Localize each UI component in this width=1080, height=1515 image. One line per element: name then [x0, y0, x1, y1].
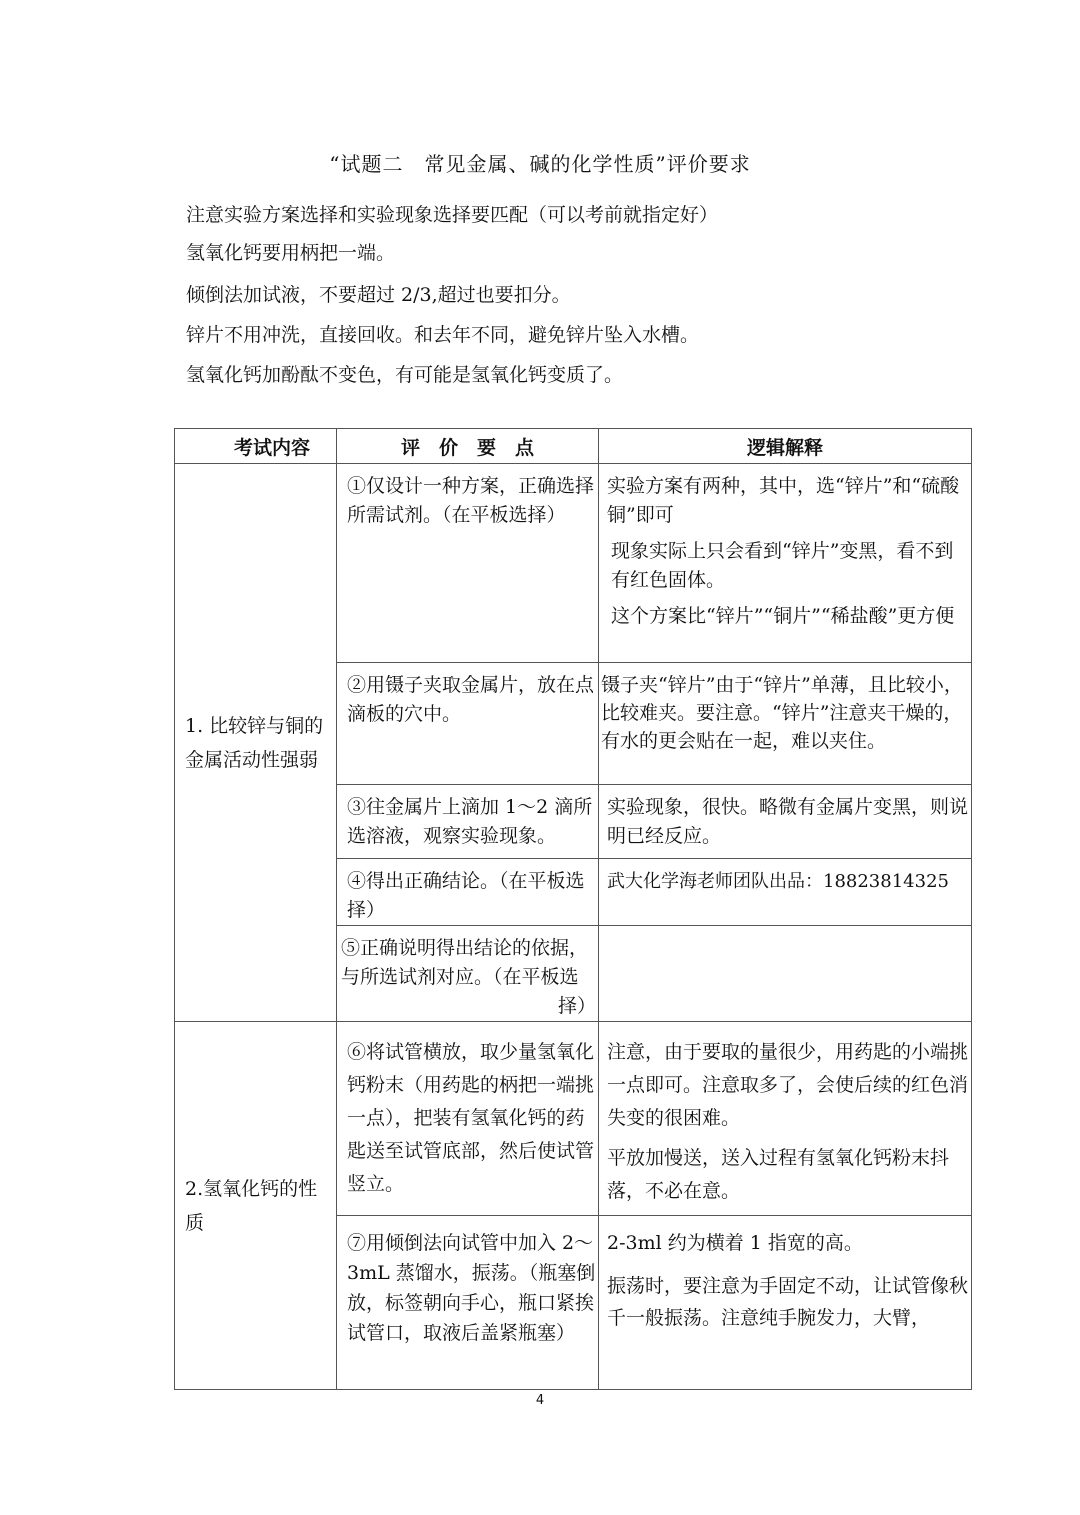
point-4: ④得出正确结论。（在平板选择）	[337, 859, 599, 926]
explanation-1-para-3: 这个方案比“锌片”“铜片”“稀盐酸”更方便	[611, 605, 955, 627]
explanation-7-para-1: 2-3ml 约为横着 1 指宽的高。	[607, 1232, 863, 1254]
explanation-2-para: 镊子夹“锌片”由于“锌片”单薄，且比较小，比较难夹。要注意。“锌片”注意夹干燥的，有水的更会贴在一起，难以夹住。	[601, 674, 963, 752]
header-logic-explanation: 逻辑解释	[599, 429, 972, 464]
header-evaluation-points: 评 价 要 点	[337, 429, 599, 464]
explanation-7	[599, 1216, 972, 1390]
page-number: 4	[535, 1393, 545, 1408]
note-1: 注意实验方案选择和实验现象选择要匹配（可以考前就指定好）	[186, 204, 719, 226]
note-3: 倾倒法加试液，不要超过 2/3,超过也要扣分。	[186, 284, 571, 306]
explanation-6-para-1: 注意，由于要取的量很少，用药匙的小端挑一点即可。注意取多了，会使后续的红色消失变的很困难。	[607, 1041, 969, 1129]
explanation-1-para-2: 现象实际上只会看到“锌片”变黑，看不到有红色固体。	[611, 540, 954, 591]
point-5	[337, 926, 599, 1022]
point-5-text-end: 择）	[557, 995, 596, 1017]
point-3: ③往金属片上滴加 1～2 滴所选溶液，观察实验现象。	[337, 785, 599, 859]
point-7: ⑦用倾倒法向试管中加入 2～3mL 蒸馏水，振荡。（瓶塞倒放，标签朝向手心，瓶口紧挨试管口，取液后盖紧瓶塞）	[337, 1216, 599, 1390]
explanation-1	[599, 464, 972, 663]
evaluation-table	[174, 428, 972, 1390]
explanation-1-para-1: 实验方案有两种，其中，选“锌片”和“硫酸铜”即可	[607, 475, 960, 526]
explanation-5-empty	[599, 926, 972, 1022]
note-4: 锌片不用冲洗，直接回收。和去年不同，避免锌片坠入水槽。	[186, 324, 700, 346]
explanation-6-para-2: 平放加慢送，送入过程有氢氧化钙粉末抖落，不必在意。	[607, 1147, 950, 1202]
explanation-2	[599, 663, 972, 785]
page-title: “试题二 常见金属、碱的化学性质”评价要求	[329, 152, 751, 176]
topic-calcium-hydroxide: 2.氢氧化钙的性质	[175, 1022, 337, 1390]
explanation-7-para-2: 振荡时，要注意为手固定不动，让试管像秋千一般振荡。注意纯手腕发力，大臂，	[607, 1275, 969, 1329]
point-1: ①仅设计一种方案，正确选择所需试剂。（在平板选择）	[337, 464, 599, 663]
note-2: 氢氧化钙要用柄把一端。	[186, 242, 396, 264]
point-6: ⑥将试管横放，取少量氢氧化钙粉末（用药匙的柄把一端挑一点），把装有氢氧化钙的药匙送至试管底部，然后使试管竖立。	[337, 1022, 599, 1216]
header-exam-content: 考试内容	[175, 429, 337, 464]
note-5: 氢氧化钙加酚酞不变色，有可能是氢氧化钙变质了。	[186, 364, 624, 386]
topic-zinc-copper: 1. 比较锌与铜的金属活动性强弱	[175, 464, 337, 1022]
explanation-3	[599, 785, 972, 859]
table-header-row	[175, 429, 972, 464]
table-row	[175, 1022, 972, 1216]
point-2: ②用镊子夹取金属片，放在点滴板的穴中。	[337, 663, 599, 785]
explanation-6	[599, 1022, 972, 1216]
explanation-4-para: 武大化学海老师团队出品：18823814325	[607, 871, 949, 892]
explanation-3-para: 实验现象，很快。略微有金属片变黑，则说明已经反应。	[607, 796, 969, 847]
table-row	[175, 464, 972, 663]
point-5-text: ⑤正确说明得出结论的依据，与所选试剂对应。（在平板选	[341, 937, 589, 988]
explanation-4	[599, 859, 972, 926]
